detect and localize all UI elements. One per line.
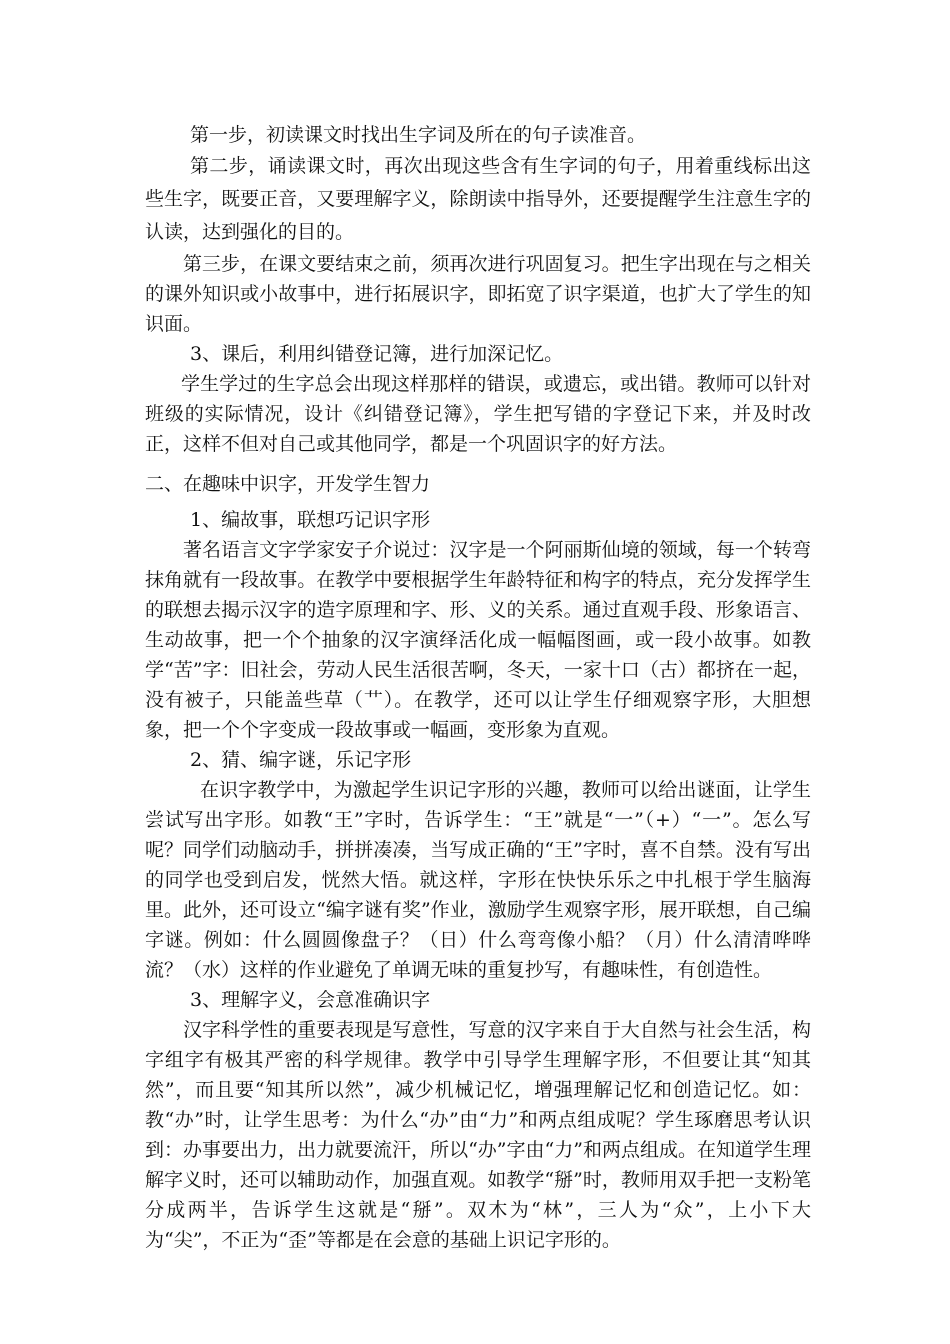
paragraph-story: 著名语言文字学家安子介说过：汉字是一个阿丽斯仙境的领域，每一个转弯抹角就有一段故事。在教学中要根据学生年龄特征和构字的特点，充分发挥学生的联想去揭示汉字的造字原理和字、形、义的关系。通过直观手段、形象语言、生动故事，把一个个抽象的汉字演绎活化成一幅幅图画，或一段小故事。如教学“苦”字：旧社会，劳动人民生活很苦啊，冬天，一家十口（古）都挤在一起，没有被子，只能盖些草（艹）。在教学，还可以让学生仔细观察字形，大胆想象，把一个个字变成一段故事或一幅画，变形象为直观。 [145, 539, 811, 741]
subheading-story: 1、编故事，联想巧记识字形 [190, 509, 431, 531]
document-page [145, 120, 811, 1255]
paragraph-step-three: 第三步，在课文要结束之前，须再次进行巩固复习。把生字出现在与之相关的课外知识或小故事中，进行拓展识字，即拓宽了识字渠道，也扩大了学生的知识面。 [145, 253, 811, 335]
section-heading-interest: 二、在趣味中识字，开发学生智力 [145, 473, 431, 495]
paragraph-step-one: 第一步，初读课文时找出生字词及所在的句子读准音。 [190, 124, 647, 146]
paragraph-step-two: 第二步，诵读课文时，再次出现这些含有生字词的句子，用着重线标出这些生字，既要正音，又要理解字义，除朗读中指导外，还要提醒学生注意生字的认读，达到强化的目的。 [145, 155, 811, 243]
paragraph-meaning: 汉字科学性的重要表现是写意性，写意的汉字来自于大自然与社会生活，构字组字有极其严密的科学规律。教学中引导学生理解字形，不但要让其“知其然”，而且要“知其所以然”，减少机械记忆，增强理解记忆和创造记忆。如：教“办”时，让学生思考：为什么“办”由“力”和两点组成呢？学生琢磨思考认识到：办事要出力，出力就要流汗，所以“办”字由“力”和两点组成。在知道学生理解字义时，还可以辅助动作，加强直观。如教学“掰”时，教师用双手把一支粉笔分成两半，告诉学生这就是“掰”。双木为“林”，三人为“众”，上小下大为“尖”，不正为“歪”等都是在会意的基础上识记字形的。 [145, 1019, 811, 1251]
paragraph-error-register: 学生学过的生字总会出现这样那样的错误，或遗忘，或出错。教师可以针对班级的实际情况，设计《纠错登记簿》，学生把写错的字登记下来，并及时改正，这样不但对自己或其他同学，都是一个巩固识字的好方法。 [145, 373, 811, 455]
subheading-meaning: 3、理解字义，会意准确识字 [190, 989, 431, 1011]
subheading-after-class: 3、课后，利用纠错登记簿，进行加深记忆。 [190, 343, 564, 365]
subheading-riddle: 2、猜、编字谜，乐记字形 [190, 749, 412, 771]
paragraph-riddle: 在识字教学中，为激起学生识记字形的兴趣，教师可以给出谜面，让学生尝试写出字形。如教“王”字时，告诉学生：“王”就是“一”（+）“一”。怎么写呢？同学们动脑动手，拼拼凑凑，当写成正确的“王”字时，喜不自禁。没有写出的同学也受到启发，恍然大悟。就这样，字形在快快乐乐之中扎根于学生脑海里。此外，还可设立“编字谜有奖”作业，激励学生观察字形，展开联想，自己编字谜。例如：什么圆圆像盘子？（日）什么弯弯像小船？（月）什么清清哗哗流？（水）这样的作业避免了单调无味的重复抄写，有趣味性，有创造性。 [145, 779, 811, 981]
